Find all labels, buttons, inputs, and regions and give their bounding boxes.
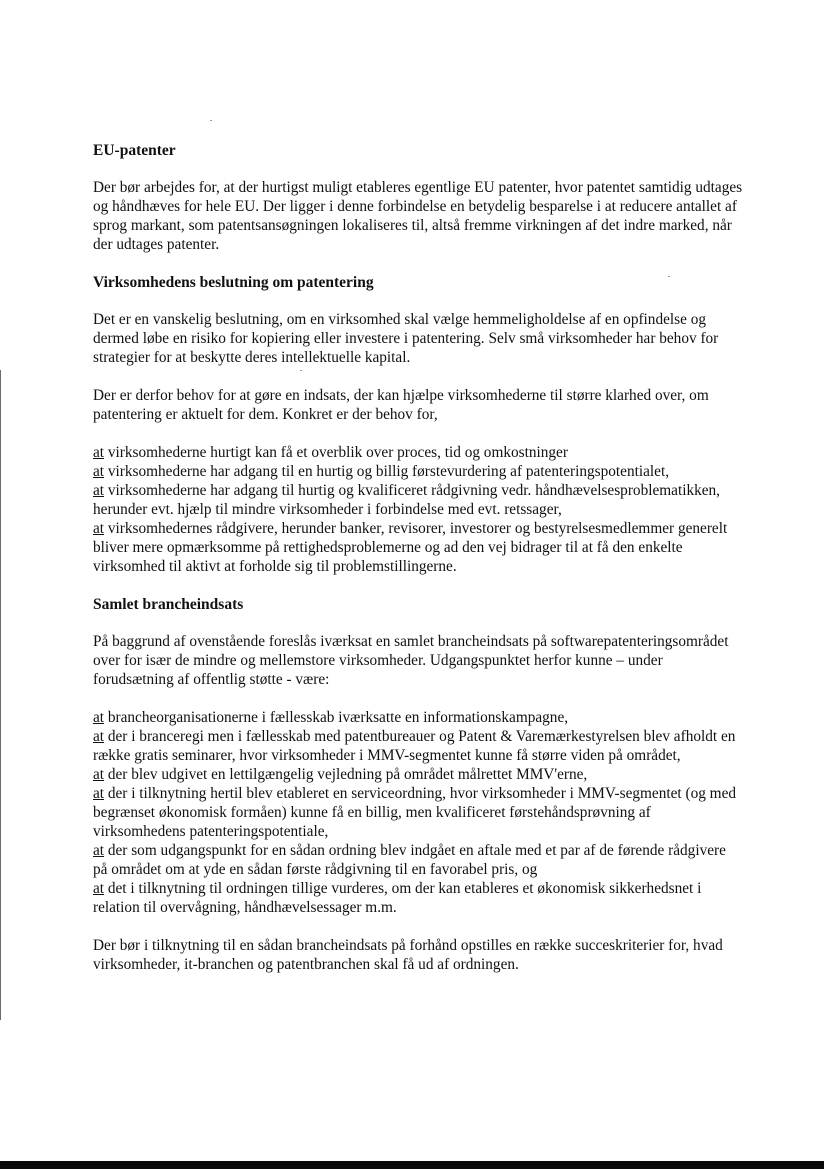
list-item-text: der som udgangspunkt for en sådan ordning blev indgået en aftale med et par af de førende rådgivere på området om at yde en sådan første rådgivning til en favorabel pris, og [93,842,726,878]
list-item-text: brancheorganisationerne i fællesskab iværksatte en informationskampagne, [104,709,569,726]
list-item [93,784,743,841]
list-item-text: virksomhederne hurtigt kan få et overblik over proces, tid og omkostninger [104,444,568,461]
list-item [93,481,743,519]
paragraph: På baggrund af ovenstående foreslås iværksat en samlet brancheindsats på softwarepatenteringsområdet over for især de mindre og mellemstore virksomheder. Udgangspunktet herfor kunne – under forudsætning af offentlig støtte - være: [93,633,729,688]
list-item-text: virksomhederne har adgang til hurtig og kvalificeret rådgivning vedr. håndhævelsesproblematikken, herunder evt. hjælp til mindre virksomheder i forbindelse med evt. retssager, [93,482,721,518]
list-marker: at [93,842,105,859]
list-marker: at [93,444,105,461]
list-marker: at [93,880,105,897]
list-item [93,519,743,576]
list-marker: at [93,785,105,802]
list-item [93,462,743,481]
list-item-text: der blev udgivet en lettilgængelig vejledning på området målrettet MMV'erne, [104,766,588,783]
section-heading: Virksomhedens beslutning om patentering [93,274,374,291]
list-item [93,727,743,765]
list-marker: at [93,709,105,726]
paragraph: Det er en vanskelig beslutning, om en virksomhed skal vælge hemmeligholdelse af en opfindelse og dermed løbe en risiko for kopiering eller investere i patentering. Selv små virksomheder har behov for strategier for at beskytte deres intellektuelle kapital. [93,311,719,366]
list-item-text: virksomhedernes rådgivere, herunder banker, revisorer, investorer og bestyrelsesmedlemmer generelt bliver mere opmærksomme på rettighedsproblemerne og ad den vej bidrager til at få den enkelte virksomhed til aktivt at forholde sig til problemstillingerne. [93,520,728,575]
list-item [93,443,743,462]
list-item-text: der i tilknytning hertil blev etableret en serviceordning, hvor virksomheder i MMV-segmentet (og med begrænset økonomisk formåen) kunne få en billig, men kvalificeret førstehåndsprøvning af virksomhedens patenteringspotentiale, [93,785,737,840]
scan-left-edge [0,370,1,1020]
list-item [93,708,743,727]
section-heading: EU-patenter [93,142,176,159]
list-item [93,841,743,879]
section-heading: Samlet brancheindsats [93,596,244,613]
list-item-text: det i tilknytning til ordningen tillige vurderes, om der kan etableres et økonomisk sikkerhedsnet i relation til overvågning, håndhævelsessager m.m. [93,880,702,916]
scan-bottom-border [0,1161,824,1169]
list-marker: at [93,482,105,499]
list-marker: at [93,463,105,480]
closing-paragraph: Der bør i tilknytning til en sådan brancheindsats på forhånd opstilles en række succeskriterier for, hvad virksomheder, it-branchen og patentbranchen skal få ud af ordningen. [93,937,723,973]
list-item-text: der i branceregi men i fællesskab med patentbureauer og Patent & Varemærkestyrelsen blev afholdt en række gratis seminarer, hvor virksomheder i MMV-segmentet kunne få større viden på området, [93,728,736,764]
initiative-list [93,708,743,917]
document-page [93,141,743,974]
list-marker: at [93,520,105,537]
list-marker: at [93,728,105,745]
list-item [93,765,743,784]
needs-list [93,443,743,576]
list-item-text: virksomhederne har adgang til en hurtig og billig førstevurdering af patenteringspotentialet, [104,463,670,480]
scan-speck [210,120,212,121]
list-marker: at [93,766,105,783]
paragraph: Der bør arbejdes for, at der hurtigst muligt etableres egentlige EU patenter, hvor patentet samtidig udtages og håndhæves for hele EU. Der ligger i denne forbindelse en betydelig besparelse i at reducere antallet af sprog markant, som patentsansøgningen lokaliseres til, altså fremme virkningen af det indre marked, når der udtages patenter. [93,179,743,253]
paragraph: Der er derfor behov for at gøre en indsats, der kan hjælpe virksomhederne til større klarhed over, om patentering er aktuelt for dem. Konkret er der behov for, [93,387,709,423]
list-item [93,879,743,917]
